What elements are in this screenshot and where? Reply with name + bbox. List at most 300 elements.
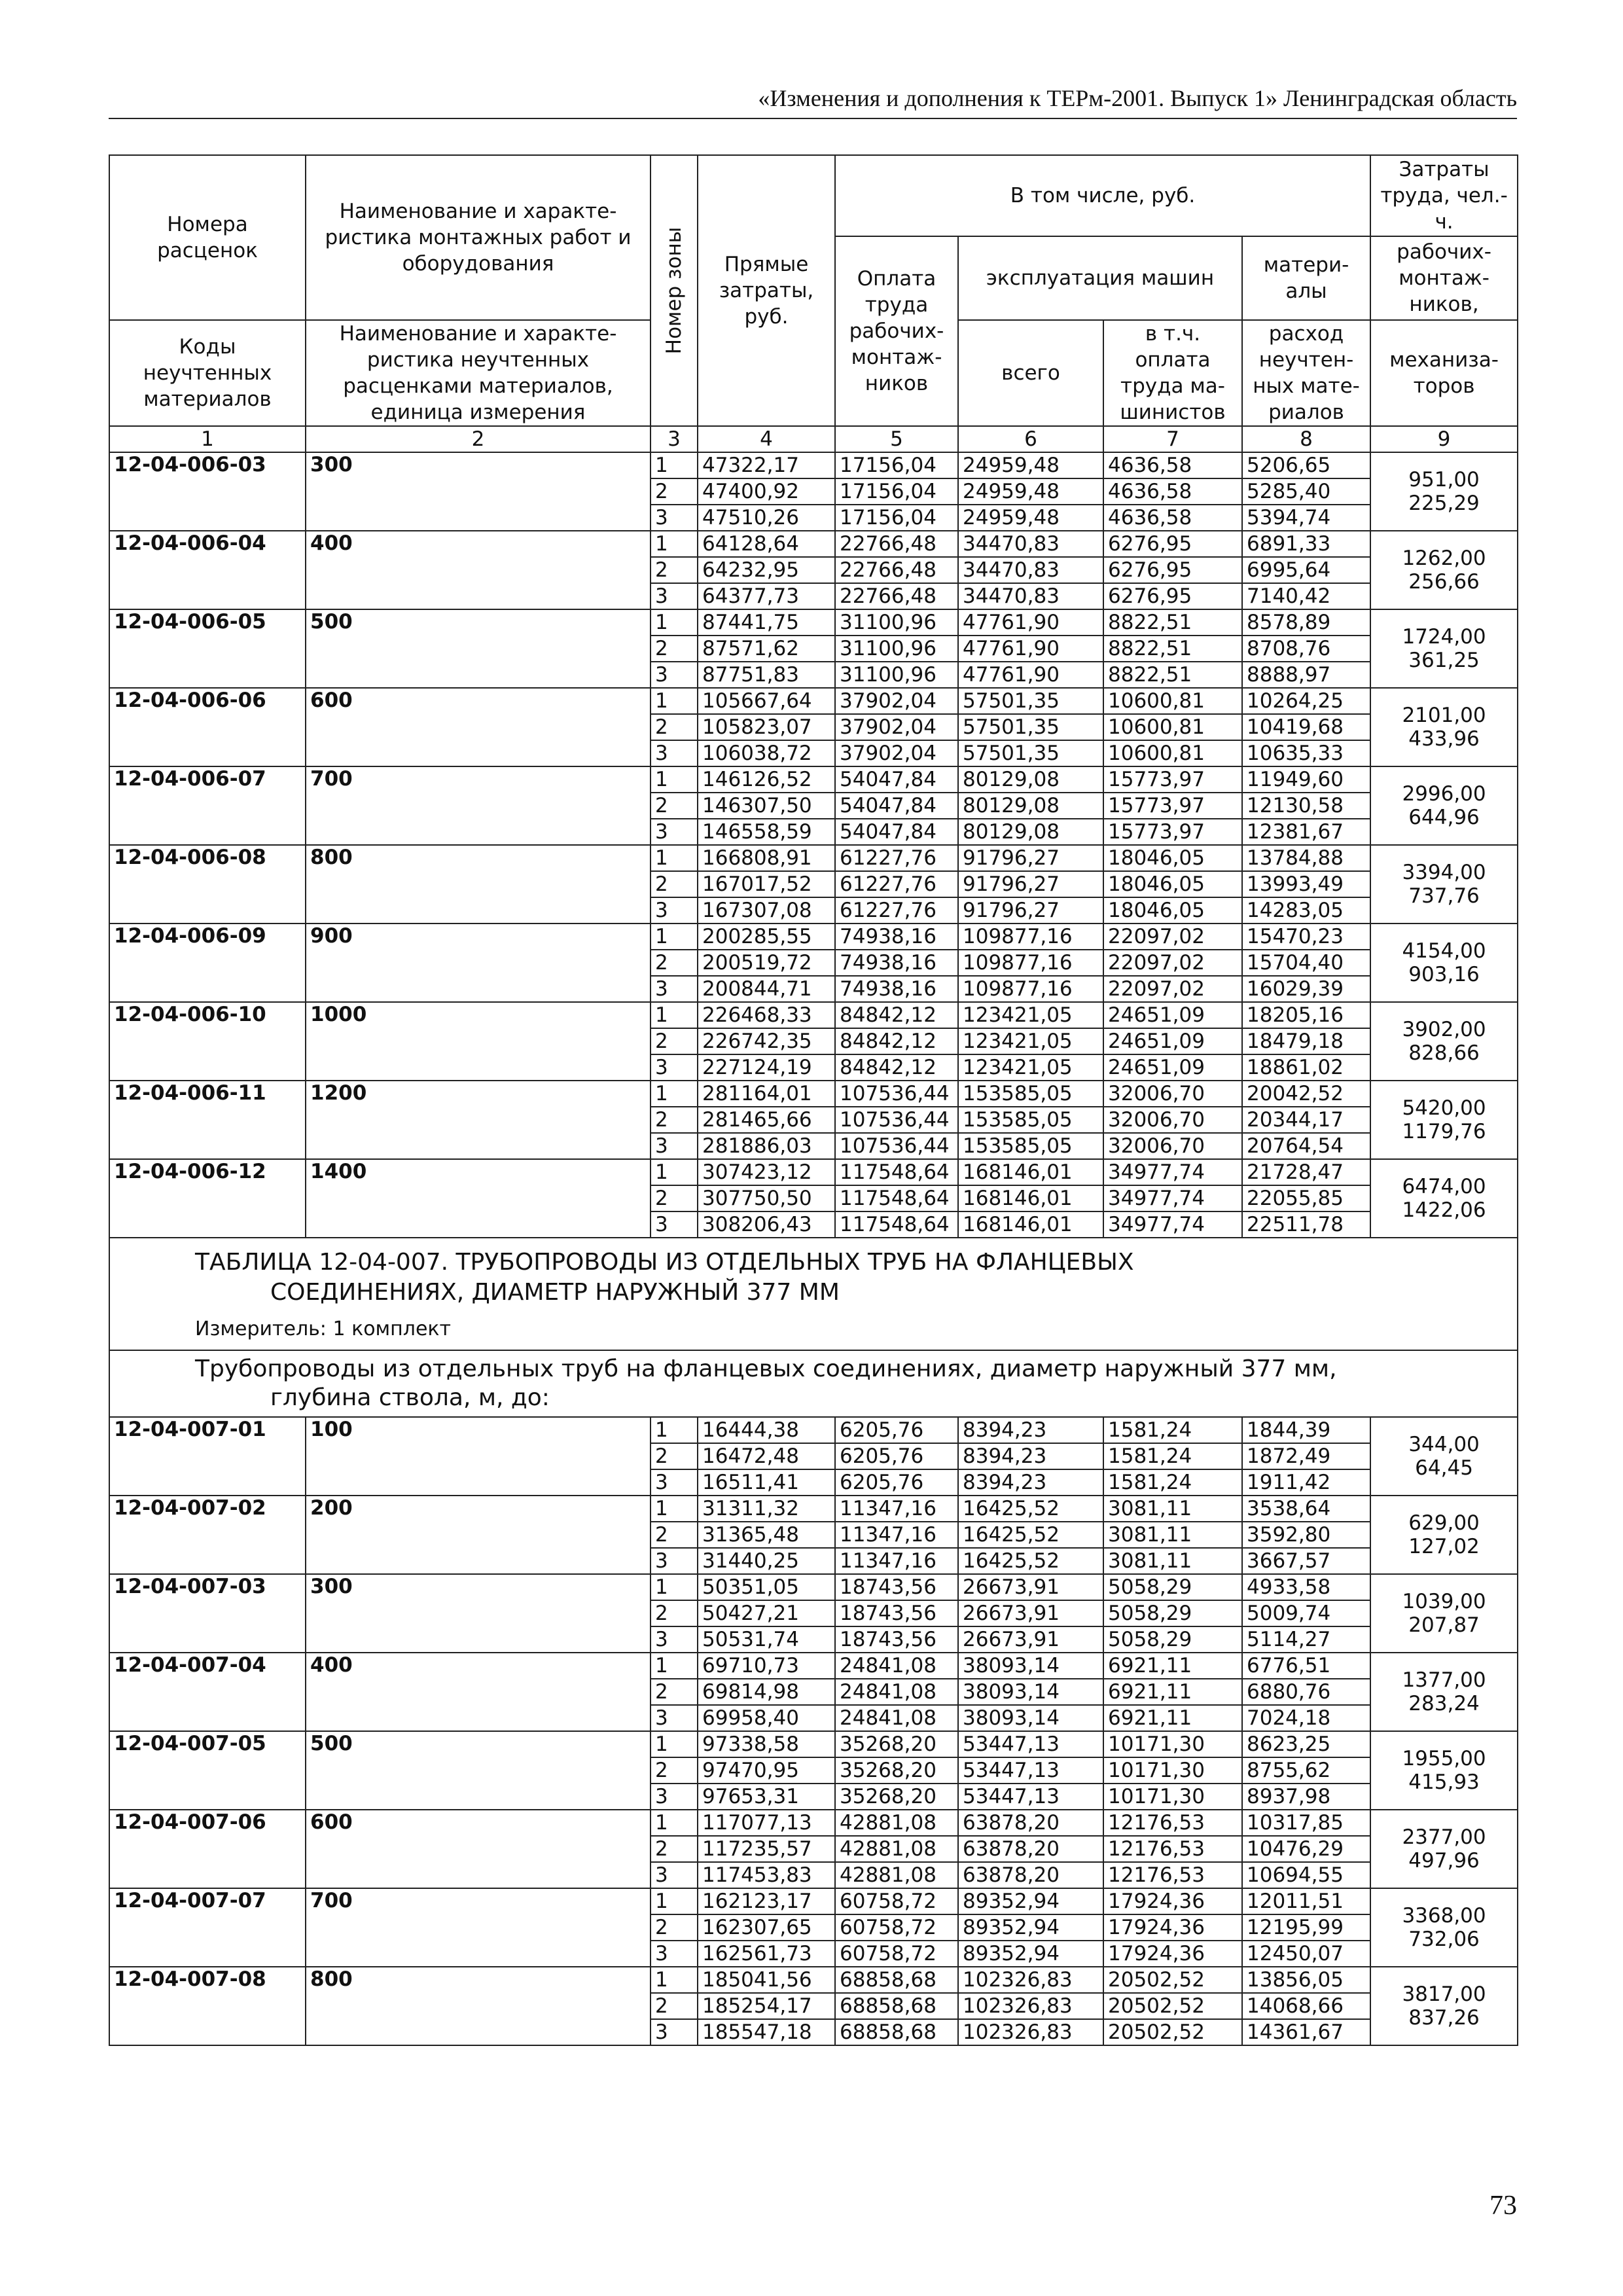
labor-workers: 1039,00 [1402,1590,1486,1613]
cost-cell: 53447,13 [958,1784,1103,1810]
zone-cell: 2 [651,1993,698,2019]
cost-cell: 21728,47 [1242,1159,1370,1185]
column-number: 8 [1242,426,1370,452]
labor-cell [1370,1159,1518,1238]
cost-cell: 17924,36 [1103,1888,1242,1914]
labor-workers: 951,00 [1408,468,1480,492]
labor-mechanics: 828,66 [1408,1041,1480,1065]
depth-value: 700 [306,766,651,845]
cost-cell: 60758,72 [835,1888,958,1914]
cost-cell: 68858,68 [835,2019,958,2045]
cost-cell: 10635,33 [1242,740,1370,766]
cost-cell: 15773,97 [1103,793,1242,819]
cost-cell: 84842,12 [835,1054,958,1081]
cost-cell: 168146,01 [958,1159,1103,1185]
cost-cell: 47761,90 [958,636,1103,662]
header-installer-workers: рабочих-монтаж-ников, [1370,236,1518,320]
rate-code: 12-04-007-03 [109,1574,306,1653]
cost-cell: 22055,85 [1242,1185,1370,1211]
cost-cell: 12011,51 [1242,1888,1370,1914]
zone-cell: 3 [651,662,698,688]
zone-cell: 3 [651,1784,698,1810]
table-row [109,1496,1518,1522]
cost-cell: 18046,05 [1103,897,1242,924]
cost-cell: 185254,17 [698,1993,835,2019]
cost-cell: 5114,27 [1242,1626,1370,1653]
price-table-container [109,154,1517,2046]
cost-cell: 16511,41 [698,1469,835,1496]
depth-value: 600 [306,1810,651,1888]
cost-cell: 32006,70 [1103,1133,1242,1159]
rate-code: 12-04-006-09 [109,924,306,1002]
table-title-line2: СОЕДИНЕНИЯХ, ДИАМЕТР НАРУЖНЫЙ 377 ММ [270,1279,840,1306]
cost-cell: 47322,17 [698,452,835,478]
cost-cell: 6891,33 [1242,531,1370,557]
cost-cell: 53447,13 [958,1731,1103,1757]
cost-cell: 61227,76 [835,897,958,924]
depth-value: 400 [306,1653,651,1731]
cost-cell: 34977,74 [1103,1159,1242,1185]
labor-cell [1370,1810,1518,1888]
cost-cell: 16425,52 [958,1548,1103,1574]
cost-cell: 4636,58 [1103,478,1242,505]
table-subtitle-line1: Трубопроводы из отдельных труб на фланцевых соединениях, диаметр наружный 377 мм, [195,1355,1337,1382]
cost-cell: 87441,75 [698,609,835,636]
zone-cell: 2 [651,557,698,583]
cost-cell: 281465,66 [698,1107,835,1133]
labor-mechanics: 64,45 [1415,1456,1473,1480]
zone-cell: 2 [651,1600,698,1626]
zone-cell: 2 [651,1522,698,1548]
zone-cell: 3 [651,976,698,1002]
zone-cell: 3 [651,1941,698,1967]
table-row [109,1574,1518,1600]
cost-cell: 22097,02 [1103,950,1242,976]
zone-cell: 3 [651,740,698,766]
cost-cell: 307423,12 [698,1159,835,1185]
cost-cell: 16472,48 [698,1443,835,1469]
labor-cell [1370,452,1518,531]
cost-cell: 10171,30 [1103,1757,1242,1784]
cost-cell: 307750,50 [698,1185,835,1211]
cost-cell: 102326,83 [958,1993,1103,2019]
cost-cell: 146307,50 [698,793,835,819]
cost-cell: 42881,08 [835,1836,958,1862]
cost-cell: 123421,05 [958,1028,1103,1054]
table-row [109,766,1518,793]
depth-value: 200 [306,1496,651,1574]
cost-cell: 57501,35 [958,740,1103,766]
rate-code: 12-04-006-11 [109,1081,306,1159]
cost-cell: 8822,51 [1103,609,1242,636]
cost-cell: 7140,42 [1242,583,1370,609]
cost-cell: 20502,52 [1103,2019,1242,2045]
cost-cell: 8755,62 [1242,1757,1370,1784]
cost-cell: 89352,94 [958,1914,1103,1941]
cost-cell: 6276,95 [1103,531,1242,557]
cost-cell: 69814,98 [698,1679,835,1705]
zone-cell: 2 [651,950,698,976]
cost-cell: 8888,97 [1242,662,1370,688]
cost-cell: 57501,35 [958,714,1103,740]
cost-cell: 10264,25 [1242,688,1370,714]
cost-cell: 6205,76 [835,1417,958,1443]
zone-cell: 3 [651,819,698,845]
zone-cell: 3 [651,1133,698,1159]
cost-cell: 4636,58 [1103,452,1242,478]
cost-cell: 16425,52 [958,1522,1103,1548]
cost-cell: 117548,64 [835,1159,958,1185]
cost-cell: 34977,74 [1103,1185,1242,1211]
table-row [109,452,1518,478]
cost-cell: 24841,08 [835,1705,958,1731]
rate-code: 12-04-007-04 [109,1653,306,1731]
cost-cell: 12130,58 [1242,793,1370,819]
cost-cell: 5009,74 [1242,1600,1370,1626]
cost-cell: 102326,83 [958,2019,1103,2045]
cost-cell: 24651,09 [1103,1028,1242,1054]
cost-cell: 18743,56 [835,1600,958,1626]
cost-cell: 107536,44 [835,1107,958,1133]
cost-cell: 3538,64 [1242,1496,1370,1522]
zone-cell: 1 [651,531,698,557]
cost-cell: 26673,91 [958,1600,1103,1626]
cost-cell: 20344,17 [1242,1107,1370,1133]
cost-cell: 89352,94 [958,1941,1103,1967]
zone-cell: 1 [651,845,698,871]
cost-cell: 69710,73 [698,1653,835,1679]
cost-cell: 91796,27 [958,897,1103,924]
rate-code: 12-04-007-07 [109,1888,306,1967]
cost-cell: 8623,25 [1242,1731,1370,1757]
zone-cell: 1 [651,609,698,636]
cost-cell: 17156,04 [835,452,958,478]
table-measure: Измеритель: 1 комплект [195,1318,452,1340]
depth-value: 900 [306,924,651,1002]
cost-cell: 109877,16 [958,950,1103,976]
cost-cell: 24841,08 [835,1653,958,1679]
cost-cell: 61227,76 [835,845,958,871]
cost-cell: 185041,56 [698,1967,835,1993]
depth-value: 700 [306,1888,651,1967]
cost-cell: 74938,16 [835,950,958,976]
labor-mechanics: 732,06 [1408,1928,1480,1951]
cost-cell: 117077,13 [698,1810,835,1836]
cost-cell: 74938,16 [835,976,958,1002]
header-rate-numbers: Номера расценок [109,155,306,320]
table-row [109,1653,1518,1679]
cost-cell: 12450,07 [1242,1941,1370,1967]
labor-workers: 3368,00 [1402,1904,1486,1928]
cost-cell: 17924,36 [1103,1941,1242,1967]
cost-cell: 5394,74 [1242,505,1370,531]
cost-cell: 227124,19 [698,1054,835,1081]
labor-cell [1370,1002,1518,1081]
cost-cell: 97338,58 [698,1731,835,1757]
cost-cell: 32006,70 [1103,1107,1242,1133]
cost-cell: 11347,16 [835,1522,958,1548]
table-12-04-007-caption [109,1238,1518,1417]
cost-cell: 8822,51 [1103,636,1242,662]
header-mechanics: механиза-торов [1370,320,1518,426]
cost-cell: 226468,33 [698,1002,835,1028]
table-row [109,1810,1518,1836]
cost-cell: 38093,14 [958,1653,1103,1679]
column-number-row [109,426,1518,452]
cost-cell: 1581,24 [1103,1443,1242,1469]
cost-cell: 35268,20 [835,1784,958,1810]
labor-mechanics: 361,25 [1408,649,1480,672]
zone-cell: 1 [651,1081,698,1107]
header-machinist-pay: в т.ч. оплата труда ма-шинистов [1103,320,1242,426]
table-row [109,1731,1518,1757]
cost-cell: 162123,17 [698,1888,835,1914]
labor-workers: 1377,00 [1402,1668,1486,1692]
zone-cell: 2 [651,1679,698,1705]
cost-cell: 74938,16 [835,924,958,950]
cost-cell: 89352,94 [958,1888,1103,1914]
cost-cell: 22766,48 [835,531,958,557]
cost-cell: 1844,39 [1242,1417,1370,1443]
labor-mechanics: 207,87 [1408,1613,1480,1637]
zone-cell: 1 [651,1967,698,1993]
rate-code: 12-04-006-06 [109,688,306,766]
zone-cell: 3 [651,1862,698,1888]
cost-cell: 69958,40 [698,1705,835,1731]
zone-cell: 3 [651,1211,698,1238]
cost-cell: 24651,09 [1103,1054,1242,1081]
labor-workers: 4154,00 [1402,939,1486,963]
cost-cell: 24959,48 [958,452,1103,478]
cost-cell: 87571,62 [698,636,835,662]
cost-cell: 24959,48 [958,478,1103,505]
table-row [109,845,1518,871]
zone-cell: 2 [651,1443,698,1469]
zone-cell: 1 [651,1731,698,1757]
cost-cell: 97470,95 [698,1757,835,1784]
cost-cell: 16425,52 [958,1496,1103,1522]
labor-cell [1370,1888,1518,1967]
table-row [109,531,1518,557]
labor-workers: 2377,00 [1402,1825,1486,1849]
cost-cell: 4933,58 [1242,1574,1370,1600]
zone-cell: 1 [651,1417,698,1443]
rate-code: 12-04-006-10 [109,1002,306,1081]
rate-code: 12-04-007-06 [109,1810,306,1888]
cost-cell: 91796,27 [958,845,1103,871]
rate-code: 12-04-007-02 [109,1496,306,1574]
cost-cell: 105667,64 [698,688,835,714]
labor-workers: 629,00 [1408,1511,1480,1535]
labor-mechanics: 903,16 [1408,963,1480,986]
cost-cell: 47400,92 [698,478,835,505]
cost-cell: 102326,83 [958,1967,1103,1993]
cost-cell: 20764,54 [1242,1133,1370,1159]
cost-cell: 153585,05 [958,1107,1103,1133]
cost-cell: 18479,18 [1242,1028,1370,1054]
zone-cell: 1 [651,688,698,714]
depth-value: 300 [306,452,651,531]
cost-cell: 162307,65 [698,1914,835,1941]
zone-cell: 2 [651,1757,698,1784]
depth-value: 500 [306,609,651,688]
cost-cell: 32006,70 [1103,1081,1242,1107]
header-machine-operation: эксплуатация машин [958,236,1242,320]
zone-cell: 1 [651,924,698,950]
table-title [109,1238,1518,1350]
cost-cell: 167307,08 [698,897,835,924]
cost-cell: 14283,05 [1242,897,1370,924]
column-number: 3 [651,426,698,452]
rate-code: 12-04-006-07 [109,766,306,845]
labor-mechanics: 644,96 [1408,806,1480,829]
cost-cell: 10600,81 [1103,714,1242,740]
depth-value: 600 [306,688,651,766]
cost-cell: 50531,74 [698,1626,835,1653]
header-unaccounted-materials: расход неучтен-ных мате-риалов [1242,320,1370,426]
running-header: «Изменения и дополнения к ТЕРм-2001. Выпуск 1» Ленинградская область [109,84,1517,119]
zone-cell: 3 [651,505,698,531]
labor-mechanics: 415,93 [1408,1770,1480,1794]
zone-cell: 3 [651,583,698,609]
cost-cell: 47510,26 [698,505,835,531]
cost-cell: 15470,23 [1242,924,1370,950]
zone-cell: 3 [651,1626,698,1653]
zone-cell: 2 [651,478,698,505]
cost-cell: 107536,44 [835,1133,958,1159]
cost-cell: 200844,71 [698,976,835,1002]
cost-cell: 17156,04 [835,478,958,505]
column-number: 4 [698,426,835,452]
cost-cell: 20502,52 [1103,1993,1242,2019]
zone-cell: 2 [651,1107,698,1133]
cost-cell: 63878,20 [958,1810,1103,1836]
depth-value: 800 [306,1967,651,2045]
zone-cell: 2 [651,1185,698,1211]
cost-cell: 20042,52 [1242,1081,1370,1107]
header-material-codes: Коды неучтенных материалов [109,320,306,426]
cost-cell: 17156,04 [835,505,958,531]
cost-cell: 106038,72 [698,740,835,766]
cost-cell: 10694,55 [1242,1862,1370,1888]
zone-cell: 3 [651,1054,698,1081]
zone-cell: 1 [651,1574,698,1600]
cost-cell: 34470,83 [958,531,1103,557]
cost-cell: 15704,40 [1242,950,1370,976]
cost-cell: 38093,14 [958,1705,1103,1731]
cost-cell: 18205,16 [1242,1002,1370,1028]
rate-code: 12-04-007-05 [109,1731,306,1810]
labor-mechanics: 256,66 [1408,570,1480,594]
table-header [109,155,1518,452]
cost-cell: 3592,80 [1242,1522,1370,1548]
cost-cell: 37902,04 [835,688,958,714]
table-row [109,1002,1518,1028]
cost-cell: 5058,29 [1103,1626,1242,1653]
cost-cell: 146126,52 [698,766,835,793]
column-number: 2 [306,426,651,452]
zone-cell: 2 [651,793,698,819]
cost-cell: 168146,01 [958,1185,1103,1211]
zone-cell: 3 [651,1705,698,1731]
depth-value: 1200 [306,1081,651,1159]
cost-cell: 42881,08 [835,1810,958,1836]
labor-cell [1370,1417,1518,1496]
cost-cell: 4636,58 [1103,505,1242,531]
cost-cell: 8394,23 [958,1443,1103,1469]
cost-cell: 6205,76 [835,1469,958,1496]
cost-cell: 87751,83 [698,662,835,688]
cost-cell: 31100,96 [835,609,958,636]
zone-cell: 2 [651,636,698,662]
cost-cell: 12176,53 [1103,1810,1242,1836]
cost-cell: 308206,43 [698,1211,835,1238]
labor-mechanics: 225,29 [1408,492,1480,515]
cost-cell: 60758,72 [835,1941,958,1967]
cost-cell: 109877,16 [958,924,1103,950]
cost-cell: 281886,03 [698,1133,835,1159]
cost-cell: 6276,95 [1103,557,1242,583]
header-zone-number: Номер зоны [651,155,698,426]
depth-value: 400 [306,531,651,609]
rate-code: 12-04-006-08 [109,845,306,924]
cost-cell: 42881,08 [835,1862,958,1888]
cost-cell: 6880,76 [1242,1679,1370,1705]
depth-value: 1000 [306,1002,651,1081]
labor-workers: 1724,00 [1402,625,1486,649]
labor-workers: 5420,00 [1402,1096,1486,1120]
labor-workers: 1262,00 [1402,547,1486,570]
cost-cell: 31100,96 [835,662,958,688]
page-number: 73 [1489,2191,1517,2221]
table-subtitle [109,1350,1518,1417]
cost-cell: 13993,49 [1242,871,1370,897]
cost-cell: 7024,18 [1242,1705,1370,1731]
cost-cell: 38093,14 [958,1679,1103,1705]
cost-cell: 50427,21 [698,1600,835,1626]
cost-cell: 168146,01 [958,1211,1103,1238]
rate-code: 12-04-006-04 [109,531,306,609]
cost-cell: 97653,31 [698,1784,835,1810]
cost-cell: 16444,38 [698,1417,835,1443]
labor-cell [1370,1574,1518,1653]
cost-cell: 12381,67 [1242,819,1370,845]
cost-cell: 162561,73 [698,1941,835,1967]
cost-cell: 12176,53 [1103,1862,1242,1888]
cost-cell: 200285,55 [698,924,835,950]
labor-cell [1370,1496,1518,1574]
header-materials: матери-алы [1242,236,1370,320]
labor-workers: 2996,00 [1402,782,1486,806]
cost-cell: 5285,40 [1242,478,1370,505]
labor-cell [1370,1731,1518,1810]
cost-cell: 16029,39 [1242,976,1370,1002]
zone-cell: 1 [651,1496,698,1522]
cost-cell: 34977,74 [1103,1211,1242,1238]
cost-cell: 22511,78 [1242,1211,1370,1238]
cost-cell: 226742,35 [698,1028,835,1054]
cost-cell: 123421,05 [958,1054,1103,1081]
zone-cell: 1 [651,1888,698,1914]
cost-cell: 153585,05 [958,1081,1103,1107]
cost-cell: 54047,84 [835,793,958,819]
cost-cell: 107536,44 [835,1081,958,1107]
cost-cell: 60758,72 [835,1914,958,1941]
cost-cell: 22097,02 [1103,924,1242,950]
cost-cell: 8822,51 [1103,662,1242,688]
cost-cell: 12176,53 [1103,1836,1242,1862]
cost-cell: 24651,09 [1103,1002,1242,1028]
